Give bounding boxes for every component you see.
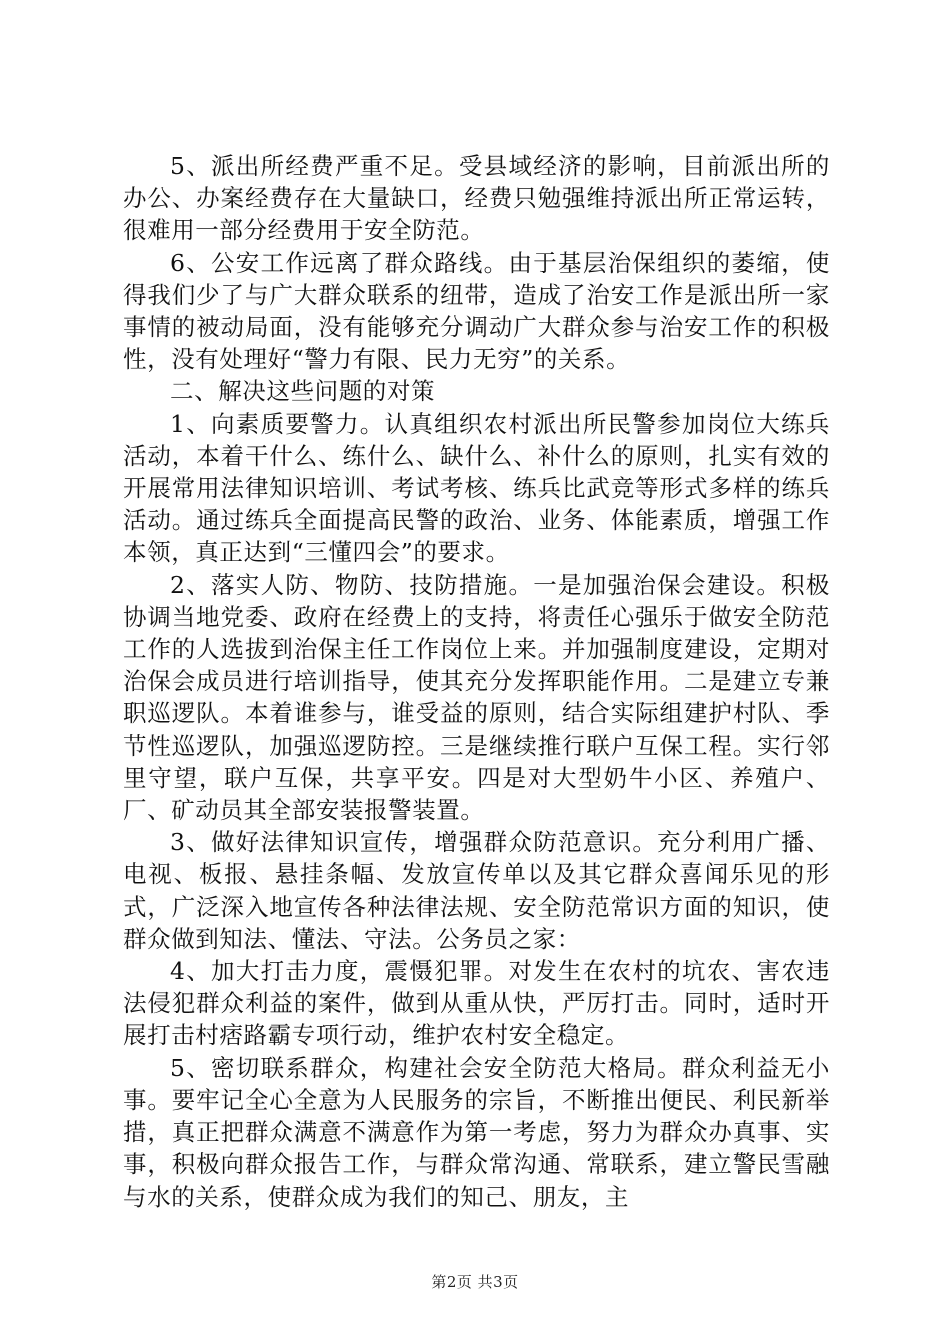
paragraph: 3、做好法律知识宣传，增强群众防范意识。充分利用广播、电视、板报、悬挂条幅、发放宣传单以及其它群众喜闻乐见的形式，广泛深入地宣传各种法律法规、安全防范常识方面的知识，使群众做到知法、懂法、守法。公务员之家： xyxy=(123,828,830,953)
paragraph: 4、加大打击力度，震慑犯罪。对发生在农村的坑农、害农违法侵犯群众利益的案件，做到从重从快，严厉打击。同时，适时开展打击村痞路霸专项行动，维护农村安全稳定。 xyxy=(123,957,830,1050)
paragraph: 1、向素质要警力。认真组织农村派出所民警参加岗位大练兵活动，本着干什么、练什么、缺什么、补什么的原则，扎实有效的开展常用法律知识培训、考试考核、练兵比武竞等形式多样的练兵活动。通过练兵全面提高民警的政治、业务、体能素质，增强工作本领，真正达到“三懂四会”的要求。 xyxy=(123,409,830,567)
paragraph: 5、密切联系群众，构建社会安全防范大格局。群众利益无小事。要牢记全心全意为人民服务的宗旨，不断推出便民、利民新举措，真正把群众满意不满意作为第一考虑，努力为群众办真事、实事，积极向群众报告工作，与群众常沟通、常联系，建立警民雪融与水的关系，使群众成为我们的知己、朋友，主 xyxy=(123,1053,830,1211)
paragraph: 2、落实人防、物防、技防措施。一是加强治保会建设。积极协调当地党委、政府在经费上的支持，将责任心强乐于做安全防范工作的人选拔到治保主任工作岗位上来。并加强制度建设，定期对治保会成员进行培训指导，使其充分发挥职能作用。二是建立专兼职巡逻队。本着谁参与，谁受益的原则，结合实际组建护村队、季节性巡逻队，加强巡逻防控。三是继续推行联户互保工程。实行邻里守望，联户互保，共享平安。四是对大型奶牛小区、养殖户、厂、矿动员其全部安装报警装置。 xyxy=(123,570,830,825)
page-number-footer: 第2页 共3页 xyxy=(431,1273,519,1291)
document-body xyxy=(123,150,830,1213)
section-heading: 二、解决这些问题的对策 xyxy=(170,377,436,406)
paragraph: 6、公安工作远离了群众路线。由于基层治保组织的萎缩，使得我们少了与广大群众联系的纽带，造成了治安工作是派出所一家事情的被动局面，没有能够充分调动广大群众参与治安工作的积极性，没有处理好“警力有限、民力无穷”的关系。 xyxy=(123,248,830,374)
paragraph: 5、派出所经费严重不足。受县域经济的影响，目前派出所的办公、办案经费存在大量缺口，经费只勉强维持派出所正常运转，很难用一部分经费用于安全防范。 xyxy=(123,152,830,245)
